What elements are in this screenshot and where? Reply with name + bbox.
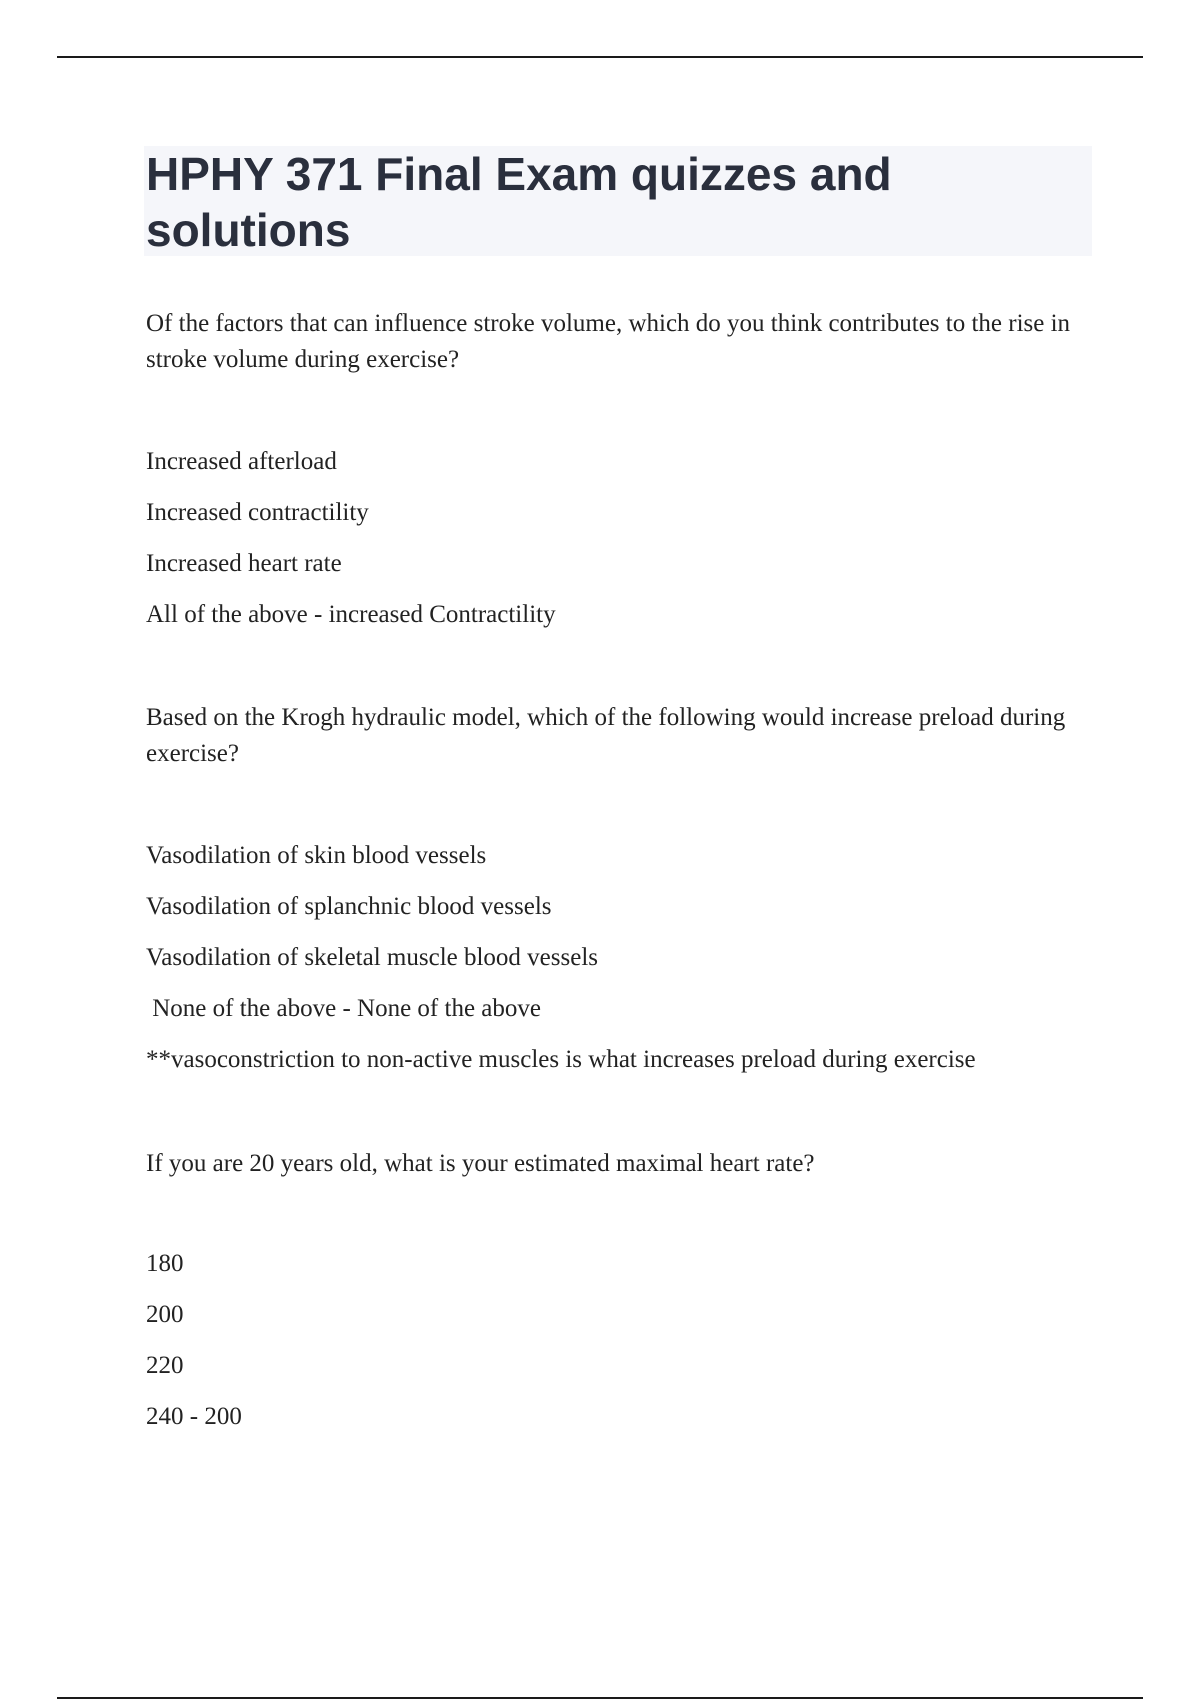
question-2-option-2: Vasodilation of splanchnic blood vessels (146, 893, 552, 920)
question-3-option-1: 180 (146, 1250, 184, 1277)
question-2-option-3: Vasodilation of skeletal muscle blood vessels (146, 944, 599, 971)
header-rule (57, 56, 1143, 58)
question-3-option-4: 240 - 200 (146, 1403, 242, 1430)
question-2-option-4: None of the above - None of the above (146, 995, 541, 1022)
question-1-options (146, 444, 1106, 648)
question-1-option-4: All of the above - increased Contractility (146, 601, 556, 628)
question-3-option-2: 200 (146, 1301, 184, 1328)
question-2-prompt: Based on the Krogh hydraulic model, which of the following would increase preload during exercise? (146, 704, 1066, 767)
question-3-prompt: If you are 20 years old, what is your estimated maximal heart rate? (146, 1150, 815, 1177)
question-3-options (146, 1246, 1106, 1450)
question-2-options (146, 838, 1106, 1093)
question-1-option-2: Increased contractility (146, 499, 369, 526)
question-2-option-1: Vasodilation of skin blood vessels (146, 842, 487, 869)
document-title: HPHY 371 Final Exam quizzes and solutions (146, 148, 892, 256)
question-1-option-3: Increased heart rate (146, 550, 342, 577)
footer-rule (57, 1697, 1143, 1699)
question-2-note: **vasoconstriction to non-active muscles is what increases preload during exercise (146, 1046, 976, 1073)
question-1-prompt: Of the factors that can influence stroke volume, which do you think contributes to the rise in stroke volume during exercise? (146, 310, 1071, 373)
question-1-option-1: Increased afterload (146, 448, 337, 475)
question-3-option-3: 220 (146, 1352, 184, 1379)
